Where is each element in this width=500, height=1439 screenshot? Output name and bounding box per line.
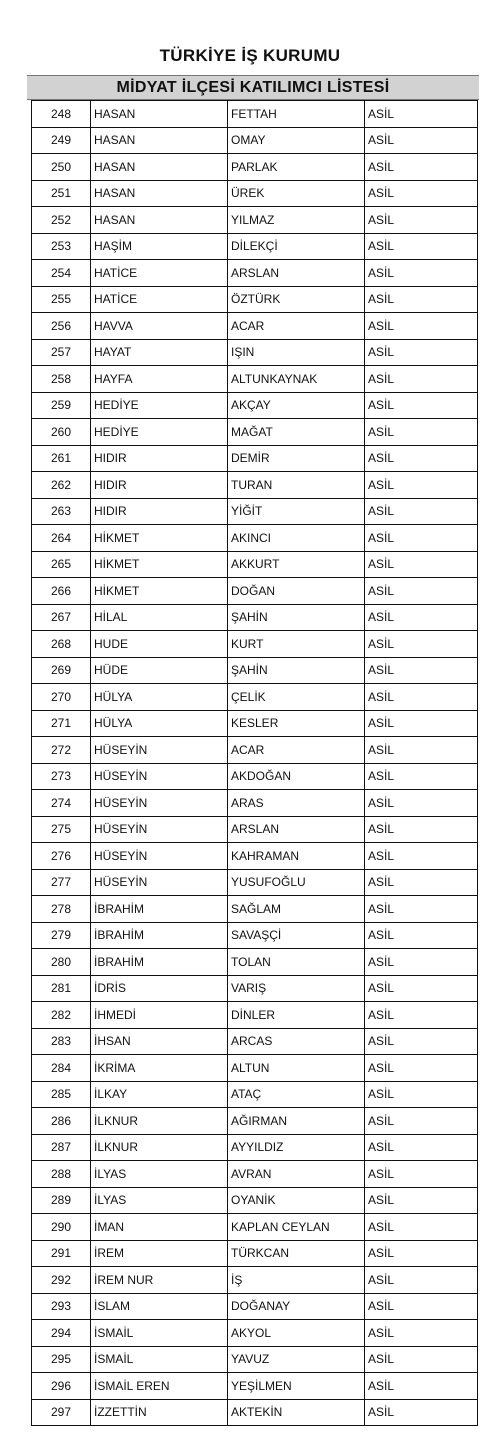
status-cell: ASİL <box>365 631 478 658</box>
first-name-cell: HAYAT <box>91 339 228 366</box>
table-row <box>32 1399 478 1426</box>
row-number: 250 <box>32 154 91 181</box>
first-name-cell: HÜSEYİN <box>91 816 228 843</box>
table-row <box>32 578 478 605</box>
status-cell: ASİL <box>365 710 478 737</box>
table-row <box>32 260 478 287</box>
status-cell: ASİL <box>365 313 478 340</box>
first-name-cell: HİKMET <box>91 525 228 552</box>
row-number: 282 <box>32 1002 91 1029</box>
first-name-cell: İLKNUR <box>91 1108 228 1135</box>
status-cell: ASİL <box>365 525 478 552</box>
surname-cell: AKÇAY <box>228 392 365 419</box>
surname-cell: TURAN <box>228 472 365 499</box>
table-row <box>32 1320 478 1347</box>
table-row <box>32 763 478 790</box>
surname-cell: ACAR <box>228 313 365 340</box>
surname-cell: ATAÇ <box>228 1081 365 1108</box>
first-name-cell: HÜSEYİN <box>91 763 228 790</box>
row-number: 286 <box>32 1108 91 1135</box>
table-row <box>32 1081 478 1108</box>
row-number: 291 <box>32 1240 91 1267</box>
surname-cell: TOLAN <box>228 949 365 976</box>
surname-cell: KURT <box>228 631 365 658</box>
first-name-cell: İSMAİL EREN <box>91 1373 228 1400</box>
row-number: 272 <box>32 737 91 764</box>
status-cell: ASİL <box>365 1055 478 1082</box>
row-number: 283 <box>32 1028 91 1055</box>
surname-cell: AYYILDIZ <box>228 1134 365 1161</box>
table-row <box>32 604 478 631</box>
surname-cell: İŞ <box>228 1267 365 1294</box>
table-row <box>32 551 478 578</box>
first-name-cell: İZZETTİN <box>91 1399 228 1426</box>
table-row <box>32 207 478 234</box>
surname-cell: DOĞANAY <box>228 1293 365 1320</box>
row-number: 269 <box>32 657 91 684</box>
row-number: 248 <box>32 101 91 128</box>
status-cell: ASİL <box>365 366 478 393</box>
first-name-cell: HEDİYE <box>91 419 228 446</box>
status-cell: ASİL <box>365 1161 478 1188</box>
table-row <box>32 631 478 658</box>
list-subtitle: MİDYAT İLÇESİ KATILIMCI LİSTESİ <box>27 75 479 100</box>
first-name-cell: HÜDE <box>91 657 228 684</box>
surname-cell: DEMİR <box>228 445 365 472</box>
surname-cell: AVRAN <box>228 1161 365 1188</box>
table-row <box>32 419 478 446</box>
row-number: 252 <box>32 207 91 234</box>
surname-cell: YAVUZ <box>228 1346 365 1373</box>
first-name-cell: İBRAHİM <box>91 949 228 976</box>
first-name-cell: İHMEDİ <box>91 1002 228 1029</box>
surname-cell: ÜREK <box>228 180 365 207</box>
status-cell: ASİL <box>365 1028 478 1055</box>
table-row <box>32 313 478 340</box>
status-cell: ASİL <box>365 922 478 949</box>
table-row <box>32 710 478 737</box>
row-number: 268 <box>32 631 91 658</box>
surname-cell: ALTUN <box>228 1055 365 1082</box>
table-row <box>32 949 478 976</box>
table-row <box>32 896 478 923</box>
row-number: 296 <box>32 1373 91 1400</box>
surname-cell: AKDOĞAN <box>228 763 365 790</box>
surname-cell: ARCAS <box>228 1028 365 1055</box>
table-row <box>32 366 478 393</box>
surname-cell: ARSLAN <box>228 816 365 843</box>
first-name-cell: İREM <box>91 1240 228 1267</box>
row-number: 259 <box>32 392 91 419</box>
surname-cell: YEŞİLMEN <box>228 1373 365 1400</box>
status-cell: ASİL <box>365 1399 478 1426</box>
row-number: 262 <box>32 472 91 499</box>
table-row <box>32 154 478 181</box>
status-cell: ASİL <box>365 392 478 419</box>
first-name-cell: İSMAİL <box>91 1346 228 1373</box>
status-cell: ASİL <box>365 578 478 605</box>
surname-cell: ALTUNKAYNAK <box>228 366 365 393</box>
status-cell: ASİL <box>365 339 478 366</box>
first-name-cell: HİKMET <box>91 578 228 605</box>
row-number: 261 <box>32 445 91 472</box>
status-cell: ASİL <box>365 1293 478 1320</box>
table-row <box>32 1161 478 1188</box>
table-row <box>32 1055 478 1082</box>
status-cell: ASİL <box>365 1134 478 1161</box>
status-cell: ASİL <box>365 975 478 1002</box>
row-number: 279 <box>32 922 91 949</box>
surname-cell: ŞAHİN <box>228 657 365 684</box>
surname-cell: OMAY <box>228 127 365 154</box>
participant-table <box>31 100 478 1426</box>
status-cell: ASİL <box>365 816 478 843</box>
first-name-cell: HÜSEYİN <box>91 790 228 817</box>
table-row <box>32 869 478 896</box>
row-number: 276 <box>32 843 91 870</box>
status-cell: ASİL <box>365 763 478 790</box>
first-name-cell: HASAN <box>91 154 228 181</box>
surname-cell: KAPLAN CEYLAN <box>228 1214 365 1241</box>
status-cell: ASİL <box>365 472 478 499</box>
surname-cell: OYANİK <box>228 1187 365 1214</box>
table-row <box>32 1267 478 1294</box>
first-name-cell: HÜLYA <box>91 710 228 737</box>
row-number: 273 <box>32 763 91 790</box>
table-row <box>32 445 478 472</box>
row-number: 267 <box>32 604 91 631</box>
surname-cell: AĞIRMAN <box>228 1108 365 1135</box>
status-cell: ASİL <box>365 657 478 684</box>
first-name-cell: HÜSEYİN <box>91 737 228 764</box>
first-name-cell: HAYFA <box>91 366 228 393</box>
surname-cell: AKYOL <box>228 1320 365 1347</box>
first-name-cell: HIDIR <box>91 445 228 472</box>
status-cell: ASİL <box>365 551 478 578</box>
row-number: 251 <box>32 180 91 207</box>
status-cell: ASİL <box>365 843 478 870</box>
first-name-cell: İSMAİL <box>91 1320 228 1347</box>
first-name-cell: İLYAS <box>91 1161 228 1188</box>
surname-cell: VARIŞ <box>228 975 365 1002</box>
surname-cell: IŞIN <box>228 339 365 366</box>
first-name-cell: HUDE <box>91 631 228 658</box>
table-row <box>32 1108 478 1135</box>
status-cell: ASİL <box>365 1081 478 1108</box>
surname-cell: ŞAHİN <box>228 604 365 631</box>
first-name-cell: İLKAY <box>91 1081 228 1108</box>
surname-cell: AKINCI <box>228 525 365 552</box>
surname-cell: DİNLER <box>228 1002 365 1029</box>
status-cell: ASİL <box>365 498 478 525</box>
table-row <box>32 127 478 154</box>
status-cell: ASİL <box>365 260 478 287</box>
first-name-cell: HÜSEYİN <box>91 843 228 870</box>
table-row <box>32 498 478 525</box>
surname-cell: YUSUFOĞLU <box>228 869 365 896</box>
row-number: 294 <box>32 1320 91 1347</box>
status-cell: ASİL <box>365 869 478 896</box>
first-name-cell: HATİCE <box>91 260 228 287</box>
surname-cell: ARAS <box>228 790 365 817</box>
first-name-cell: HAVVA <box>91 313 228 340</box>
surname-cell: YILMAZ <box>228 207 365 234</box>
row-number: 265 <box>32 551 91 578</box>
surname-cell: KESLER <box>228 710 365 737</box>
participant-rows <box>32 101 478 1426</box>
surname-cell: DOĞAN <box>228 578 365 605</box>
first-name-cell: HASAN <box>91 207 228 234</box>
first-name-cell: HIDIR <box>91 498 228 525</box>
status-cell: ASİL <box>365 1214 478 1241</box>
status-cell: ASİL <box>365 604 478 631</box>
surname-cell: MAĞAT <box>228 419 365 446</box>
table-row <box>32 657 478 684</box>
first-name-cell: İREM NUR <box>91 1267 228 1294</box>
row-number: 287 <box>32 1134 91 1161</box>
surname-cell: ACAR <box>228 737 365 764</box>
table-row <box>32 472 478 499</box>
surname-cell: ARSLAN <box>228 260 365 287</box>
first-name-cell: HEDİYE <box>91 392 228 419</box>
first-name-cell: HİLAL <box>91 604 228 631</box>
status-cell: ASİL <box>365 233 478 260</box>
surname-cell: TÜRKCAN <box>228 1240 365 1267</box>
surname-cell: FETTAH <box>228 101 365 128</box>
status-cell: ASİL <box>365 445 478 472</box>
table-row <box>32 525 478 552</box>
table-row <box>32 233 478 260</box>
row-number: 260 <box>32 419 91 446</box>
table-row <box>32 339 478 366</box>
row-number: 289 <box>32 1187 91 1214</box>
status-cell: ASİL <box>365 1240 478 1267</box>
table-row <box>32 180 478 207</box>
first-name-cell: HASAN <box>91 127 228 154</box>
row-number: 277 <box>32 869 91 896</box>
status-cell: ASİL <box>365 154 478 181</box>
table-row <box>32 1346 478 1373</box>
table-row <box>32 816 478 843</box>
surname-cell: AKTEKİN <box>228 1399 365 1426</box>
table-row <box>32 286 478 313</box>
first-name-cell: HIDIR <box>91 472 228 499</box>
first-name-cell: HÜSEYİN <box>91 869 228 896</box>
table-row <box>32 101 478 128</box>
row-number: 274 <box>32 790 91 817</box>
status-cell: ASİL <box>365 207 478 234</box>
surname-cell: ÇELİK <box>228 684 365 711</box>
row-number: 263 <box>32 498 91 525</box>
status-cell: ASİL <box>365 1267 478 1294</box>
row-number: 293 <box>32 1293 91 1320</box>
row-number: 258 <box>32 366 91 393</box>
surname-cell: ÖZTÜRK <box>228 286 365 313</box>
table-row <box>32 790 478 817</box>
row-number: 270 <box>32 684 91 711</box>
surname-cell: YİĞİT <box>228 498 365 525</box>
row-number: 297 <box>32 1399 91 1426</box>
status-cell: ASİL <box>365 1187 478 1214</box>
status-cell: ASİL <box>365 1002 478 1029</box>
first-name-cell: HASAN <box>91 101 228 128</box>
status-cell: ASİL <box>365 101 478 128</box>
status-cell: ASİL <box>365 790 478 817</box>
row-number: 249 <box>32 127 91 154</box>
table-row <box>32 1214 478 1241</box>
row-number: 257 <box>32 339 91 366</box>
first-name-cell: HASAN <box>91 180 228 207</box>
document-title: TÜRKİYE İŞ KURUMU <box>159 46 341 65</box>
table-row <box>32 1028 478 1055</box>
first-name-cell: HÜLYA <box>91 684 228 711</box>
first-name-cell: HATİCE <box>91 286 228 313</box>
surname-cell: DİLEKÇİ <box>228 233 365 260</box>
surname-cell: SAVAŞÇİ <box>228 922 365 949</box>
row-number: 285 <box>32 1081 91 1108</box>
status-cell: ASİL <box>365 127 478 154</box>
status-cell: ASİL <box>365 949 478 976</box>
row-number: 266 <box>32 578 91 605</box>
table-row <box>32 1293 478 1320</box>
table-row <box>32 1240 478 1267</box>
row-number: 290 <box>32 1214 91 1241</box>
table-row <box>32 1373 478 1400</box>
first-name-cell: HAŞİM <box>91 233 228 260</box>
row-number: 264 <box>32 525 91 552</box>
row-number: 284 <box>32 1055 91 1082</box>
first-name-cell: İDRİS <box>91 975 228 1002</box>
surname-cell: KAHRAMAN <box>228 843 365 870</box>
table-row <box>32 922 478 949</box>
row-number: 278 <box>32 896 91 923</box>
row-number: 255 <box>32 286 91 313</box>
status-cell: ASİL <box>365 896 478 923</box>
surname-cell: PARLAK <box>228 154 365 181</box>
row-number: 271 <box>32 710 91 737</box>
status-cell: ASİL <box>365 1373 478 1400</box>
row-number: 275 <box>32 816 91 843</box>
row-number: 295 <box>32 1346 91 1373</box>
status-cell: ASİL <box>365 286 478 313</box>
status-cell: ASİL <box>365 737 478 764</box>
first-name-cell: HİKMET <box>91 551 228 578</box>
status-cell: ASİL <box>365 180 478 207</box>
table-row <box>32 1134 478 1161</box>
surname-cell: SAĞLAM <box>228 896 365 923</box>
status-cell: ASİL <box>365 1108 478 1135</box>
first-name-cell: İBRAHİM <box>91 922 228 949</box>
row-number: 281 <box>32 975 91 1002</box>
table-row <box>32 843 478 870</box>
row-number: 292 <box>32 1267 91 1294</box>
table-row <box>32 737 478 764</box>
first-name-cell: İKRİMA <box>91 1055 228 1082</box>
row-number: 254 <box>32 260 91 287</box>
row-number: 280 <box>32 949 91 976</box>
first-name-cell: İSLAM <box>91 1293 228 1320</box>
table-row <box>32 1187 478 1214</box>
first-name-cell: İBRAHİM <box>91 896 228 923</box>
table-row <box>32 975 478 1002</box>
first-name-cell: İHSAN <box>91 1028 228 1055</box>
table-row <box>32 684 478 711</box>
row-number: 288 <box>32 1161 91 1188</box>
first-name-cell: İMAN <box>91 1214 228 1241</box>
status-cell: ASİL <box>365 684 478 711</box>
row-number: 256 <box>32 313 91 340</box>
table-row <box>32 392 478 419</box>
row-number: 253 <box>32 233 91 260</box>
table-row <box>32 1002 478 1029</box>
first-name-cell: İLYAS <box>91 1187 228 1214</box>
status-cell: ASİL <box>365 419 478 446</box>
surname-cell: AKKURT <box>228 551 365 578</box>
status-cell: ASİL <box>365 1320 478 1347</box>
first-name-cell: İLKNUR <box>91 1134 228 1161</box>
status-cell: ASİL <box>365 1346 478 1373</box>
